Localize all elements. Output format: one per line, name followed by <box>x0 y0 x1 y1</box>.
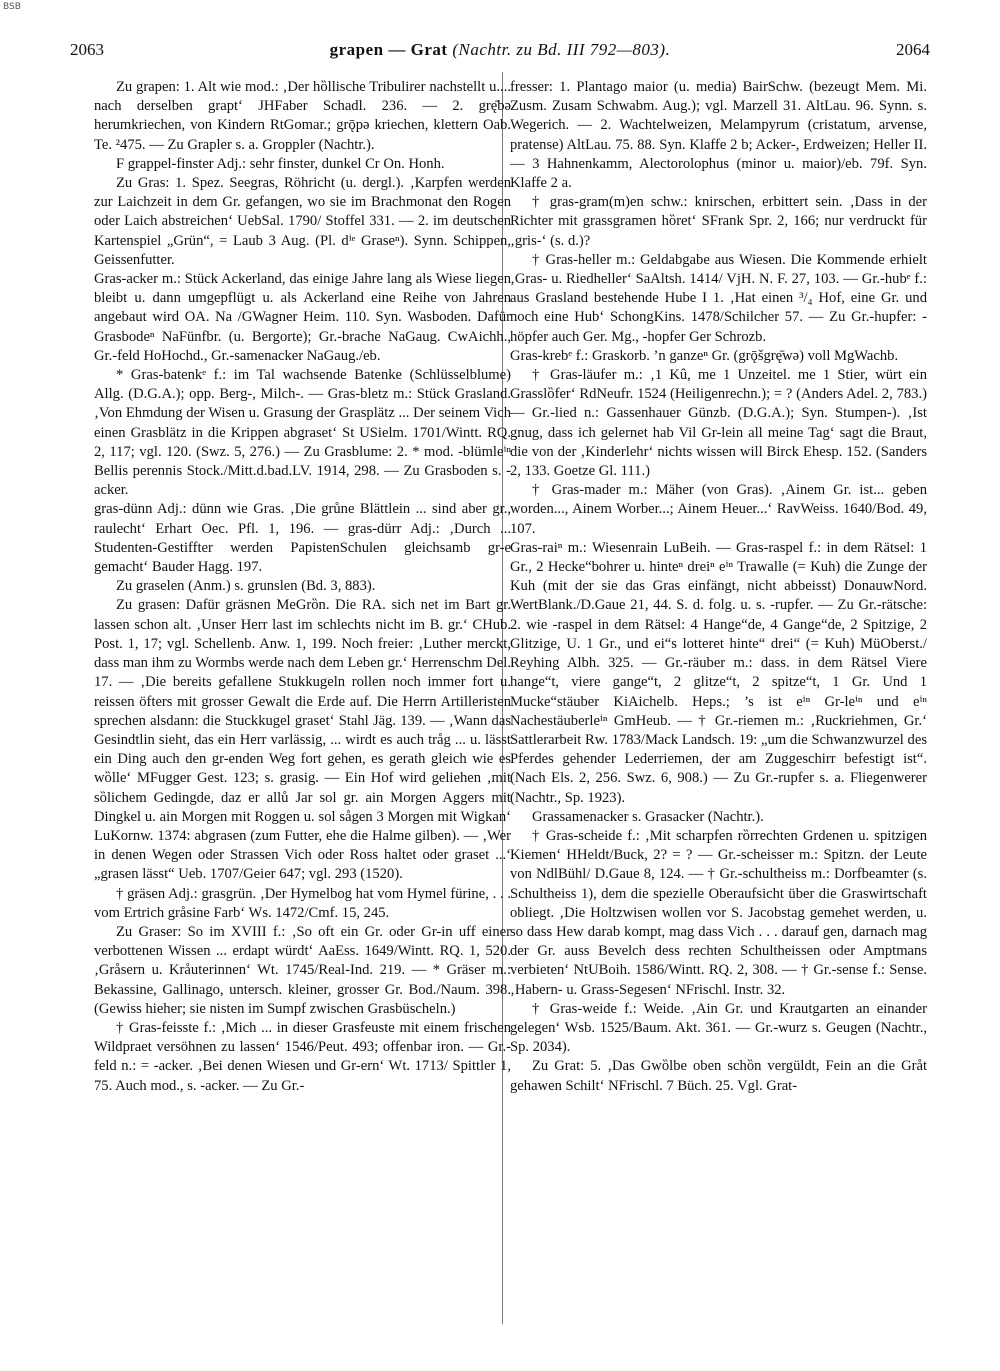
dictionary-entry: Zu graselen (Anm.) s. grunslen (Bd. 3, 883). <box>116 578 376 595</box>
library-stamp: BSB <box>3 2 21 12</box>
dictionary-entry: † Gras-mader m.: Mäher (von Gras). ‚Ainem Gr. ist... geben worden..., Ainem Worber...; Ainem Heuer...‘ RavWeiss. 1640/Bod. 49, 107. <box>510 482 927 537</box>
running-head <box>70 40 930 60</box>
dictionary-entry: † gräsen Adj.: grasgrün. ‚Der Hymelbog hat vom Hymel fürine, . . . vom Ertrich gråsine Farb‘ Ws. 1472/Cmf. 15, 245. <box>94 885 511 921</box>
left-column <box>94 78 511 1318</box>
dictionary-entry: † Gras-heller m.: Geldabgabe aus Wiesen. Die Kommende erhielt ‚Gras- u. Riedheller‘ SaAltsh. 1414/ VjH. N. F. 27, 103. — Gr.-hubᵉ f.: aus Grasland bestehende Hube I 1. ‚Hat einen ³/₄ Hof, eine Gr. und noch eine Hub‘ SchongKins. 1478/Schilcher 57. — Zu Gr.-hupfer: -höpfer auch Ger. Mg., -hopfer Ger Schrozb. <box>510 251 927 345</box>
dictionary-entry: † gras-gram(m)en schw.: knirschen, erbittert sein. ‚Dass in der Richter mit grassgramen hȍret‘ SFrank Spr. 2, 166; nur verdruckt für ‚gris-‘ (s. d.)? <box>510 194 927 249</box>
dictionary-entry: * Gras-batenkᵉ f.: im Tal wachsende Batenke (Schlüsselblume) Allg. (D.G.A.); opp. Berg-, Milch-. — Gras-bletz m.: Stück Grasland. ‚Von Ehmdung der Wisen u. Grasung der Grasplätz ... Der seinem Vich einen Grasblätz in die Krippen abgraset‘ St USielm. 1701/Wintt. RQ. 2, 117; vgl. 120. (Swz. 5, 276.) — Zu Grasblume: 2. * mod. -blümleⁱⁿ Bellis perennis Stock./Mitt.d.bad.LV. 1914, 298. — Zu Grasboden s. -acker. <box>94 367 511 499</box>
running-head-title: grapen — Grat <box>329 40 448 59</box>
dictionary-entry: Zu Gras: 1. Spez. Seegras, Röhricht (u. dergl.). ‚Karpfen werden zur Laichzeit in dem Gr. gefangen, wo sie im Brachmonat den Rogen oder Laich abstreichen‘ UebSal. 1790/ Stoffel 331. — 2. im deutschen Kartenspiel „Grün“, = Laub 3 Aug. (Pl. dⁱᵉ Graseⁿ). Synn. Schippen, Geissenfutter. <box>94 175 511 268</box>
dictionary-entry: Zu Grat: 5. ‚Das Gwȍlbe oben schȍn vergüldt, Fein an die Gråt gehawen Schilt‘ NFrischl. 7 Büch. 25. Vgl. Grat- <box>510 1058 927 1094</box>
dictionary-entry: gras-dünn Adj.: dünn wie Gras. ‚Die grůne Blättlein ... sind aber gr., raulecht‘ Erhart Oec. Pfl. 1, 196. — gras-dürr Adj.: ‚Durch ... Studenten-Gestiffter werden PapistenSchulen gleichsamb gr-e gemacht‘ Bauder Hagg. 197. <box>94 501 511 576</box>
dictionary-entry: Gras-krebᵉ f.: Graskorb. ’n ganzeⁿ Gr. (grǭšgrę̄wə) voll MgWachb. <box>510 347 899 364</box>
dictionary-entry: † Gras-weide f.: Weide. ‚Ain Gr. und Krautgarten an einander gelegen‘ Wsb. 1525/Baum. Akt. 361. — Gr.-wurz s. Geugen (Nachtr., Sp. 2034). <box>510 1000 927 1056</box>
dictionary-entry: † Gras-feisste f.: ‚Mich ... in dieser Grasfeuste mit einem frischen Wildpraet versöhnen zu lassen‘ 1546/Peut. 493; offenbar iron. — Gr.-feld n.: = -acker. ‚Bei denen Wiesen und Gr-ern‘ Wt. 1713/ Spittler 1, 75. Auch mod., s. -acker. — Zu Gr.- <box>94 1019 511 1094</box>
right-page-number: 2064 <box>896 40 930 59</box>
dictionary-entry: Grassamenacker s. Grasacker (Nachtr.). <box>532 808 764 825</box>
left-page-number: 2063 <box>70 40 104 59</box>
dictionary-entry: F grappel-finster Adj.: sehr finster, dunkel Cr On. Honh. <box>116 155 445 172</box>
dictionary-entry: Gras-raiⁿ m.: Wiesenrain LuBeih. — Gras-raspel f.: in dem Rätsel: 1 Gr., 2 Hecke“bohrer u. hinteⁿ dreiⁿ eⁱⁿ Trawalle (= Kuh) die Zunge der Kuh (mit der sie das Gras einfängt, nicht abbeisst) DonauwNord. WertBlank./D.Gaue 21, 44. S. d. folg. u. s. -rupfer. — Zu Gr.-rätsche: 2. wie -raspel in dem Rätsel: 4 Hange“de, 4 Gange“de, 2 Spitzige, 2 Glitzige, U. 1 Gr., und ei“s lotteret hinte“ drei“ (= Kuh) MüOberst./ Reyhing Albh. 325. — Gr.-räuber m.: dass. in dem Rätsel Viere hange“t, viere gange“t, 2 glitze“t, 2 spitze“t, 1 Gr. Und 1 Mucke“stäuber KiAichelb. Heps.; ’s ist eⁱⁿ Gr-leⁱⁿ und eⁱⁿ Nachestäuberleⁱⁿ GmHeub. — † Gr.-riemen m.: ‚Ruckriehmen, Gr.‘ Sattlerarbeit Rw. 1783/Mack Landsch. 19: „um die Schwanzwurzel des Pferdes gehender Lederriemen, der am Zuggeschirr befestigt ist“. (Nach Els. 2, 256. Swz. 6, 908.) — Zu Gr.-rupfer s. a. Fliegenwerer (Nachtr., Sp. 1923). <box>510 539 927 806</box>
dictionary-entry: Zu grapen: 1. Alt wie mod.: ‚Der hȍllische Tribulirer nachstellt u.... nach derselben grapt‘ JHFaber Schadl. 236. — 2. grę̄bə herumkriechen, von Kindern RtGomar.; grǭpə kriechen, klettern Oab. Te. ²475. — Zu Grapler s. a. Groppler (Nachtr.). <box>94 79 511 153</box>
dictionary-entry: † Gras-läufer m.: ‚1 Kû, me 1 Unzeitel. me 1 Stier, würt ein Grasslȍfer‘ RdNeufr. 1524 (Heiligenrechn.); = ? (Anders Adel. 2, 783.) — Gr.-lied n.: Gassenhauer Günzb. (D.G.A.); Syn. Stumpen-). ‚Ist gnug, dass ich gelernet hab Vil Gr-lein all meine Tag‘ sagt die Braut, die von der ‚Kinderlehr‘ nichts wissen will Birck Ehesp. 152. (Sanders 2, 133. Goetze Gl. 111.) <box>510 367 927 480</box>
right-column <box>510 78 927 1318</box>
dictionary-entry: Gras-acker m.: Stück Ackerland, das einige Jahre lang als Wiese liegen bleibt u. dann umgepflügt u. als Ackerland eine Reihe von Jahren angebaut wird OA. Na /GWagner Heim. 110. Syn. Wasboden. Dafür Grasbodeⁿ NaFünfbr. (u. Bergorte); Gr.-brache NaGaug. CwAichh., Gr.-feld HoHochd., Gr.-samenacker NaGaug./eb. <box>94 271 511 364</box>
dictionary-entry: Zu Graser: So im XVIII f.: ‚So oft ein Gr. oder Gr-in uff einer verbottenen Wissen ... erdapt würdt‘ AaEss. 1649/Wintt. RQ. 1, 520. ‚Gråsern u. Kråuterinnen‘ Wt. 1745/Real-Ind. 219. — * Gräser m.: Bekassine, Gallinago, untersch. kleiner, grosser Gr. Bod./Naum. 398. (Gewiss hieher; sie nisten im Sumpf zwischen Grasbüscheln.) <box>94 923 511 1017</box>
running-head-subtitle: (Nachtr. zu Bd. III 792—803). <box>452 40 671 59</box>
dictionary-entry: fresser: 1. Plantago maior (u. media) BairSchw. (bezeugt Mem. Mi. Zusm. Zusam Schwabm. Aug.); vgl. Marzell 31. AltLau. 96. Synn. s. Wegerich. — 2. Wachtelweizen, Melampyrum (cristatum, arvense, pratense) AltLau. 75. 88. Syn. Klaffe 2 b; Acker-, Erdweizen; Heller II. — 3 Hahnenkamm, Alectorolophus (minor u. maior)/eb. 79f. Syn. Klaffe 2 a. <box>510 79 927 192</box>
page-header <box>70 40 930 66</box>
dictionary-entry: † Gras-scheide f.: ‚Mit scharpfen rȍrrechten Grdenen u. spitzigen Kiemen‘ HHeldt/Buck, 2? = ? — Gr.-scheisser m.: Spitzn. der Leute von NdlBühl/ D.Gaue 8, 124. — † Gr.-schultheiss m.: Dorfbeamter (s. Schultheiss 1), dem die spezielle Oberaufsicht über die Graswirtschaft obliegt. ‚Die Holtzwisen wollen vor S. Jacobstag gemehet werden, u. so dass Hew darab kompt, mag dass Vich . . . darauf gen, darnach mag der Gr. auss Bevelch dess rechten Schultheissen oder Amptmans verbieten‘ NtUBoih. 1586/Wintt. RQ. 2, 308. — † Gr.-sense f.: Sense. ‚Habern- u. Grass-Segesen‘ NFrischl. Instr. 32. <box>510 827 927 998</box>
dictionary-entry: Zu grasen: Dafür gräsnen MeGrȍn. Die RA. sich net im Bart gr. lassen schon alt. ‚Unser Herr last im schlechts nicht im B. gr.‘ CHub. Post. 1, 17; vgl. Schellenb. Anw. 1, 199. Noch freier: ‚Luther merckt, dass man ihm zu Wormbs werde nach dem Leben gr.‘ Herrenschm Del. 17. — ‚Die bereits gefallene Stukkugeln rollen noch immer fort u. reissen öfters mit grosser Gewalt die Erde auf. Die Herrn Artilleristen sprechen alsdann: die Stuckkugel graset‘ Stahl Jäg. 139. — ‚Wann das Gesindtlin sieht, das ein Herr varlässig, ... wirdt es auch tråg ... u. lässt ein Ding auch den gr-enden Weg fort gehen, es gerath gleich wie es wȍlle‘ MFugger Gest. 123; s. grasig. — Ein Hof wird geliehen ‚mit sȍlichem Gedingde, daz er allů Jar sol gr. ain Morgen Aggers mit Dingkel u. ain Morgen mit Roggen u. sol sågen 3 Morgen mit Wigkan‘ LuKornw. 1374: abgrasen (zum Futter, ehe die Halme gilben). — ‚Wer in denen Wegen oder Strassen Vich oder Ross haltet oder graset ...‘ „grasen lässt“ Ueb. 1707/Geier 647; vgl. 293 (1520). <box>94 597 511 883</box>
